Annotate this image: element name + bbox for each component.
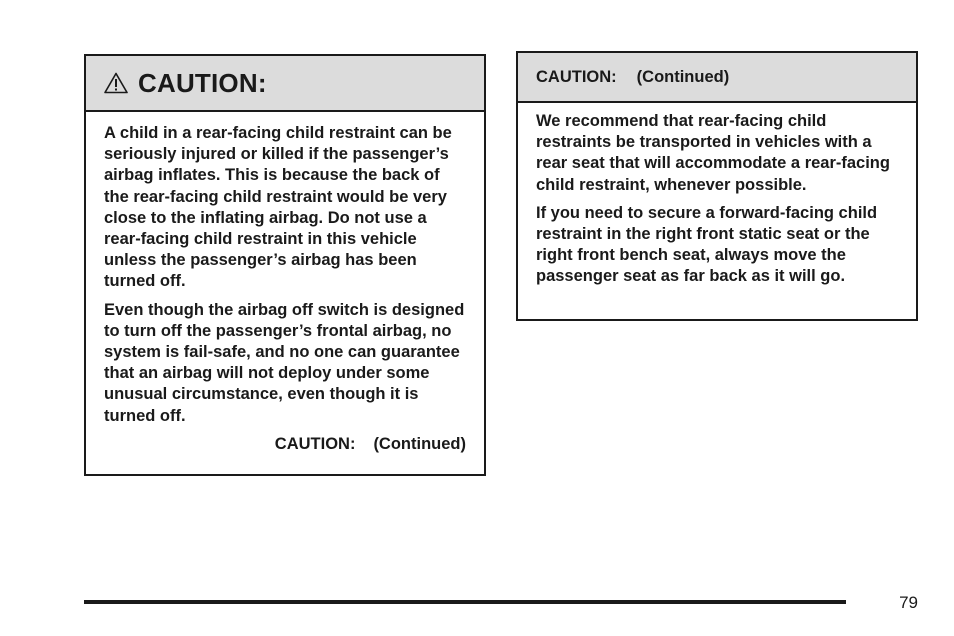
header-caution-label: CAUTION: [536, 67, 617, 86]
caution-title: CAUTION: [138, 67, 267, 98]
caution-continued-footer [104, 434, 466, 455]
continued-paragraph-1: We recommend that rear-facing child restraints be transported in vehicles with a rear seat that will accommodate a rear-facing child restraint, whenever possible. [536, 112, 890, 194]
page-number: 79 [899, 593, 918, 612]
warning-triangle-icon [104, 72, 128, 94]
footer-continued-label: (Continued) [373, 434, 466, 453]
footer-caution-label: CAUTION: [274, 434, 356, 453]
footer-rule [84, 600, 846, 604]
caution-body [86, 112, 484, 455]
caution-paragraph-2: Even though the airbag off switch is designed to turn off the passenger’s frontal airbag, no system is fail-safe, and no one can guarantee that an airbag will not deploy under some unusual circumstance, even though it is turned off. [104, 300, 465, 425]
caution-box-left [84, 54, 486, 476]
caution-box-right [516, 51, 918, 321]
continued-paragraph-2: If you need to secure a forward-facing child restraint in the right front static seat or the right front bench seat, always move the passenger seat as far back as it will go. [536, 203, 878, 286]
caution-header [86, 56, 484, 112]
caution-continued-header [518, 53, 916, 103]
header-continued-label: (Continued) [636, 67, 730, 86]
caution-paragraph-1: A child in a rear-facing child restraint can be seriously injured or killed if the passenger’s airbag inflates. This is because the back of the rear-facing child restraint would be very close to the inflating airbag. Do not use a rear-facing child restraint in this vehicle unless the passenger’s airbag has been turned off. [104, 124, 452, 291]
continued-title [536, 68, 729, 87]
caution-continued-body [518, 103, 916, 288]
